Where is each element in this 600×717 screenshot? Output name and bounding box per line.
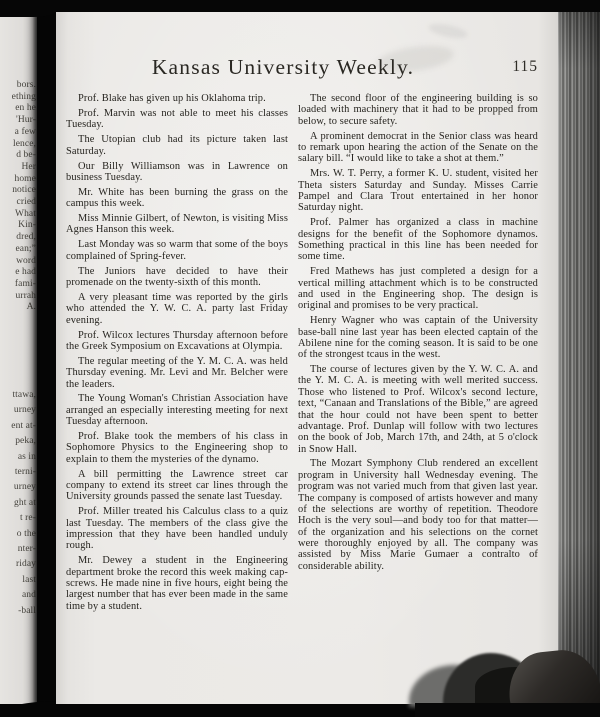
text-fragment: urney <box>13 405 36 416</box>
news-paragraph: Prof. Wilcox lectures Thursday afternoon before the Greek Symposium on Excavations at Olympia. <box>66 329 288 352</box>
book-fore-edge <box>558 9 600 717</box>
text-fragment: Kin- <box>18 220 36 231</box>
text-fragment: notice <box>12 185 36 196</box>
text-fragment: a few <box>14 126 36 137</box>
text-fragment: terni- <box>14 467 36 478</box>
text-fragment: urrah <box>15 290 36 301</box>
news-paragraph: Our Billy Williamson was in Lawrence on business Tuesday. <box>66 160 288 183</box>
news-paragraph: Prof. Miller treated his Calculus class to a quiz last Tuesday. The members of the class give the impression that they have been handled unduly rough. <box>66 506 288 552</box>
news-paragraph: The course of lectures given by the Y. W. C. A. and the Y. M. C. A. is meeting with well merited success. Those who listened to Prof. Wilcox's second lecture, text, “Canaan and Translations of the Bible,” are agreed that the hour could not have been spent to better advantage. Prof. Dunlap will follow with two lectures on the book of Job, March 17th, and 24th, at 5 o'clock in Snow Hall. <box>298 364 538 455</box>
text-fragment: urney <box>13 482 36 493</box>
ink-showthrough-smudge <box>427 21 469 41</box>
news-paragraph: The Mozart Symphony Club rendered an excellent program in University hall Wednesday evening. The program was not varied much from that given last year. The company is composed of artists however and many of the selections are worthy of repetition. Theodore Hoch is the very soul—and body too for that matter—of the organization and his selections on the cornet were thoroughly enjoyed by all. The company was assisted by Miss Marie Gumaer a contralto of considerable ability. <box>298 458 538 572</box>
text-fragment: ean;” <box>15 243 36 254</box>
text-fragment: ght at <box>14 497 36 508</box>
news-paragraph: The regular meeting of the Y. M. C. A. was held Thursday evening. Mr. Levi and Mr. Belcher were the leaders. <box>66 355 288 390</box>
news-paragraph: The Young Woman's Christian Association have arranged an especially interesting meeting for next Tuesday afternoon. <box>66 393 288 428</box>
text-fragment: e had <box>15 267 36 278</box>
scan-border-top <box>0 0 600 12</box>
shadow-base <box>415 703 600 717</box>
text-fragment: word <box>16 255 36 266</box>
text-fragment: riday <box>15 559 36 570</box>
news-paragraph: Prof. Blake took the members of his class in Sophomore Physics to the Engineering shop to explain to them the mysteries of the dynamo. <box>66 431 288 465</box>
text-fragment: ttawa, <box>12 390 36 400</box>
news-paragraph: A bill permitting the Lawrence street car company to extend its street car lines through the University grounds passed the senate last Tuesday. <box>66 468 288 503</box>
news-paragraph: Prof. Palmer has organized a class in machine designs for the benefit of the Sophomore dynamos. Something practical in this line has been needed for some time. <box>298 217 538 263</box>
text-fragment: nter- <box>17 544 36 555</box>
news-paragraph: Prof. Marvin was not able to meet his classes Tuesday. <box>66 107 288 131</box>
news-paragraph: The Utopian club had its picture taken last Saturday. <box>66 134 288 157</box>
text-fragment: o the <box>16 528 36 539</box>
news-paragraph: The Juniors have decided to have their promenade on the twenty-sixth of this month. <box>66 265 288 288</box>
news-paragraph: Prof. Blake has given up his Oklahoma trip. <box>78 93 266 104</box>
thumb-shadow <box>415 642 600 717</box>
text-fragment: 'Hur- <box>16 115 36 126</box>
text-fragment: t re- <box>19 513 36 524</box>
text-fragment: en he <box>15 103 36 114</box>
news-paragraph: A very pleasant time was reported by the girls who attended the Y. W. C. A. party last Friday evening. <box>66 291 288 326</box>
news-paragraph: The second floor of the engineering building is so loaded with machinery that it had to be propped from below, to secure safety. <box>298 93 538 127</box>
text-fragment: as in <box>17 451 36 462</box>
news-paragraph: Last Monday was so warm that some of the boys complained of Spring-fever. <box>66 239 288 262</box>
news-paragraph: Mr. White has been burning the grass on the campus this week. <box>66 186 288 210</box>
article-columns <box>66 93 538 616</box>
text-fragment: cried <box>16 197 36 208</box>
masthead-title: Kansas University Weekly. <box>151 55 415 79</box>
page-number: 115 <box>512 58 538 75</box>
text-fragment: peka, <box>15 436 36 447</box>
text-fragment: A. <box>26 302 36 313</box>
text-fragment: Her <box>21 161 36 172</box>
book-gutter <box>37 0 56 717</box>
text-fragment: d be- <box>16 150 36 161</box>
news-paragraph: Miss Minnie Gilbert, of Newton, is visiting Miss Agnes Hanson this week. <box>66 213 288 236</box>
news-paragraph: Fred Mathews has just completed a design for a vertical milling attachment which is to be constructed and used in the Engineering shop. The design is original and promises to be very practical. <box>298 266 538 312</box>
text-fragment: and <box>21 590 36 601</box>
prev-page-text-fragments-bottom <box>0 388 36 619</box>
right-column <box>298 93 538 616</box>
text-fragment: home <box>14 173 36 184</box>
news-paragraph: Mr. Dewey a student in the Engineering department broke the record this week making cap-screws. He made nine in five hours, eight being the largest number that has ever been made in the same time by a student. <box>66 555 288 612</box>
left-column <box>66 93 288 616</box>
text-fragment: dred, <box>16 232 36 243</box>
news-paragraph: A prominent democrat in the Senior class was heard to remark upon hearing the action of the Senate on the salary bill. “I would like to take a shot at them.” <box>298 130 538 165</box>
text-fragment: ething <box>11 91 36 102</box>
news-paragraph: Mrs. W. T. Perry, a former K. U. student, visited her Theta sisters Saturday and Sunday. Misses Carrie Pampel and Clara Trout entertained in her honor Saturday night. <box>298 168 538 214</box>
news-paragraph: Henry Wagner who was captain of the University base-ball nine last year has been elected captain of the Abilene nine for the coming season. It is said to be one of the strongest tcaus in the west. <box>298 315 538 361</box>
newspaper-page <box>56 11 558 704</box>
text-fragment: lence, <box>12 138 36 149</box>
text-fragment: bors. <box>16 80 36 90</box>
facing-page-edge <box>0 16 38 704</box>
text-fragment: -ball <box>18 605 36 616</box>
text-fragment: fami- <box>14 278 36 289</box>
text-fragment: What <box>15 208 36 219</box>
prev-page-text-fragments-top <box>0 80 36 314</box>
page-header <box>56 55 558 87</box>
text-fragment: ent at- <box>11 420 36 431</box>
text-fragment: last <box>22 574 36 585</box>
